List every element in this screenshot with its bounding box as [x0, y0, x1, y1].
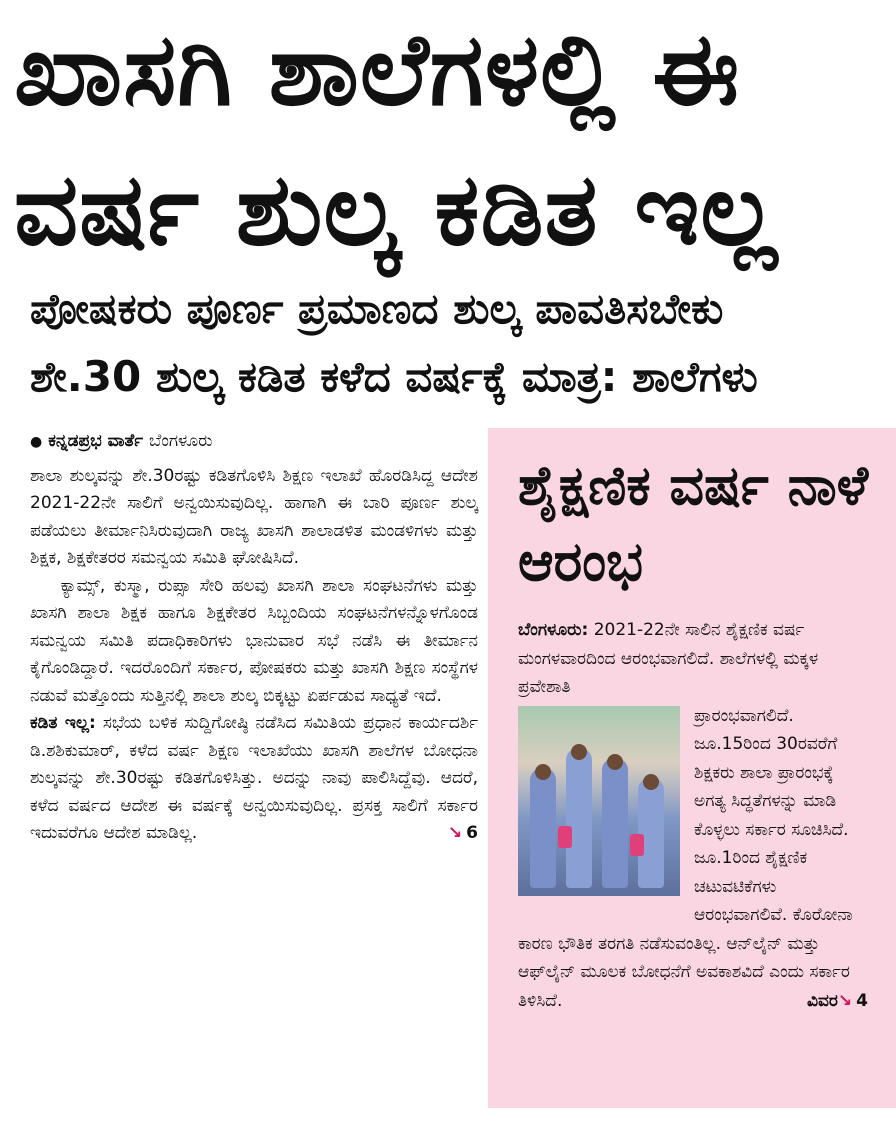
- arrow-icon: ↘: [837, 990, 853, 1011]
- sidebar-text-1: 2021-22ನೇ ಸಾಲಿನ ಶೈಕ್ಷಣಿಕ ವರ್ಷ ಮಂಗಳವಾರದಿಂದ ಆರಂಭವಾಗಲಿದೆ. ಶಾಲೆಗಳಲ್ಲಿ ಮಕ್ಕಳ ಪ್ರವೇಶಾತಿ: [518, 620, 819, 697]
- news-source: ಕನ್ನಡಪ್ರಭ ವಾರ್ತೆ: [48, 431, 144, 451]
- subheadline-2: ಶೇ.30 ಶುಲ್ಕ ಕಡಿತ ಕಳೆದ ವರ್ಷಕ್ಕೆ ಮಾತ್ರ: ಶಾಲೆಗಳು: [30, 352, 758, 401]
- continued-reference[interactable]: [448, 820, 478, 848]
- arrow-icon: ↘: [447, 823, 463, 843]
- article-body: [30, 428, 478, 1118]
- dateline-place: ಬೆಂಗಳೂರು: [149, 431, 213, 451]
- sidebar-paragraph-1: [518, 616, 868, 702]
- section-lead: ಕಡಿತ ಇಲ್ಲ:: [30, 713, 96, 733]
- bullet-icon: ●: [30, 434, 43, 450]
- sidebar-dateline: ಬೆಂಗಳೂರು:: [518, 620, 589, 640]
- article-paragraph-1: ಶಾಲಾ ಶುಲ್ಕವನ್ನು ಶೇ.30ರಷ್ಟು ಕಡಿತಗೊಳಿಸಿ ಶಿಕ್ಷಣ ಇಲಾಖೆ ಹೊರಡಿಸಿದ್ದ ಆದೇಶ 2021-22ನೇ ಸಾಲಿಗೆ ಅನ್ವಯಿಸುವುದಿಲ್ಲ. ಹಾಗಾಗಿ ಈ ಬಾರಿ ಪೂರ್ಣ ಶುಲ್ಕ ಪಡೆಯಲು ತೀರ್ಮಾನಿಸಿರುವುದಾಗಿ ರಾಜ್ಯ ಖಾಸಗಿ ಶಾಲಾಡಳಿತ ಮಂಡಳಿಗಳು ಮತ್ತು ಶಿಕ್ಷಕ, ಶಿಕ್ಷಕೇತರರ ಸಮನ್ವಯ ಸಮಿತಿ ಘೋಷಿಸಿದೆ.: [30, 465, 478, 568]
- details-reference[interactable]: [807, 987, 868, 1016]
- headline-line-1: ಖಾಸಗಿ ಶಾಲೆಗಳಲ್ಲಿ ಈ: [14, 11, 741, 128]
- sidebar-headline: ಶೈಕ್ಷಣಿಕ ವರ್ಷ ನಾಳೆ ಆರಂಭ: [518, 454, 869, 593]
- article-paragraph-3-text: ಸಭೆಯ ಬಳಿಕ ಸುದ್ದಿಗೋಷ್ಠಿ ನಡೆಸಿದ ಸಮಿತಿಯ ಪ್ರಧಾನ ಕಾರ್ಯದರ್ಶಿ ಡಿ.ಶಶಿಕುಮಾರ್, ಕಳೆದ ವರ್ಷ ಶಿಕ್ಷಣ ಇಲಾಖೆಯು ಖಾಸಗಿ ಶಾಲೆಗಳ ಬೋಧನಾ ಶುಲ್ಕವನ್ನು ಶೇ.30ರಷ್ಟು ಕಡಿತಗೊಳಿಸಿತ್ತು. ಅದನ್ನು ನಾವು ಪಾಲಿಸಿದ್ದೆವು. ಆದರೆ, ಕಳೆದ ವರ್ಷದ ಆದೇಶ ಈ ವರ್ಷಕ್ಕೆ ಅನ್ವಯಿಸುವುದಿಲ್ಲ. ಪ್ರಸಕ್ತ ಸಾಲಿಗೆ ಸರ್ಕಾರ ಇದುವರೆಗೂ ಆದೇಶ ಮಾಡಿಲ್ಲ.: [30, 713, 478, 843]
- continued-page-number: 6: [466, 823, 478, 843]
- students-photo: [518, 706, 680, 896]
- byline: [30, 428, 478, 457]
- subheadline-1: ಪೋಷಕರು ಪೂರ್ಣ ಪ್ರಮಾಣದ ಶುಲ್ಕ ಪಾವತಿಸಬೇಕು: [30, 284, 724, 333]
- details-label: ವಿವರ: [807, 990, 838, 1011]
- main-headline: [14, 4, 884, 274]
- sidebar-body: [518, 616, 868, 1015]
- article-paragraph-3: [30, 710, 478, 848]
- headline-line-2: ವರ್ಷ ಶುಲ್ಕ ಕಡಿತ ಇಲ್ಲ: [14, 151, 779, 268]
- sidebar-text-2: ಪ್ರಾರಂಭವಾಗಲಿದೆ. ಜೂ.15ರಿಂದ 30ರವರೆಗೆ ಶಿಕ್ಷಕರು ಶಾಲಾ ಪ್ರಾರಂಭಕ್ಕೆ ಅಗತ್ಯ ಸಿದ್ಧತೆಗಳನ್ನು ಮಾಡಿ ಕೊಳ್ಳಲು ಸರ್ಕಾರ ಸೂಚಿಸಿದೆ. ಜೂ.1ರಿಂದ ಶೈಕ್ಷಣಿಕ ಚಟುವಟಿಕೆಗಳು ಆರಂಭವಾಗಲಿವೆ. ಕೊರೋನಾ ಕಾರಣ ಭೌತಿಕ ತರಗತಿ ನಡೆಸುವಂತಿಲ್ಲ. ಆನ್‌ಲೈನ್ ಮತ್ತು ಆಫ್‌ಲೈನ್ ಮೂಲಕ ಬೋಧನೆಗೆ ಅವಕಾಶವಿದೆ ಎಂದು ಸರ್ಕಾರ ತಿಳಿಸಿದೆ.: [518, 705, 853, 1011]
- sidebar-box: [488, 428, 896, 1108]
- article-paragraph-2: ಕ್ಯಾಮ್ಸ್, ಕುಸ್ಮಾ, ರುಪ್ಸಾ ಸೇರಿ ಹಲವು ಖಾಸಗಿ ಶಾಲಾ ಸಂಘಟನೆಗಳು ಮತ್ತು ಖಾಸಗಿ ಶಾಲಾ ಶಿಕ್ಷಕ ಹಾಗೂ ಶಿಕ್ಷಕೇತರ ಸಿಬ್ಬಂದಿಯ ಸಂಘಟನೆಗಳನ್ನೊಳಗೊಂಡ ಸಮನ್ವಯ ಸಮಿತಿ ಪದಾಧಿಕಾರಿಗಳು ಭಾನುವಾರ ಸಭೆ ನಡೆಸಿ ಈ ತೀರ್ಮಾನ ಕೈಗೊಂಡಿದ್ದಾರೆ. ಇದರೊಂದಿಗೆ ಸರ್ಕಾರ, ಪೋಷಕರು ಮತ್ತು ಖಾಸಗಿ ಶಿಕ್ಷಣ ಸಂಸ್ಥೆಗಳ ನಡುವೆ ಮತ್ತೊಂದು ಸುತ್ತಿನಲ್ಲಿ ಶಾಲಾ ಶುಲ್ಕ ಬಿಕ್ಕಟ್ಟು ಏರ್ಪಡುವ ಸಾಧ್ಯತೆ ಇದೆ.: [30, 575, 478, 706]
- details-page-number: 4: [856, 990, 868, 1011]
